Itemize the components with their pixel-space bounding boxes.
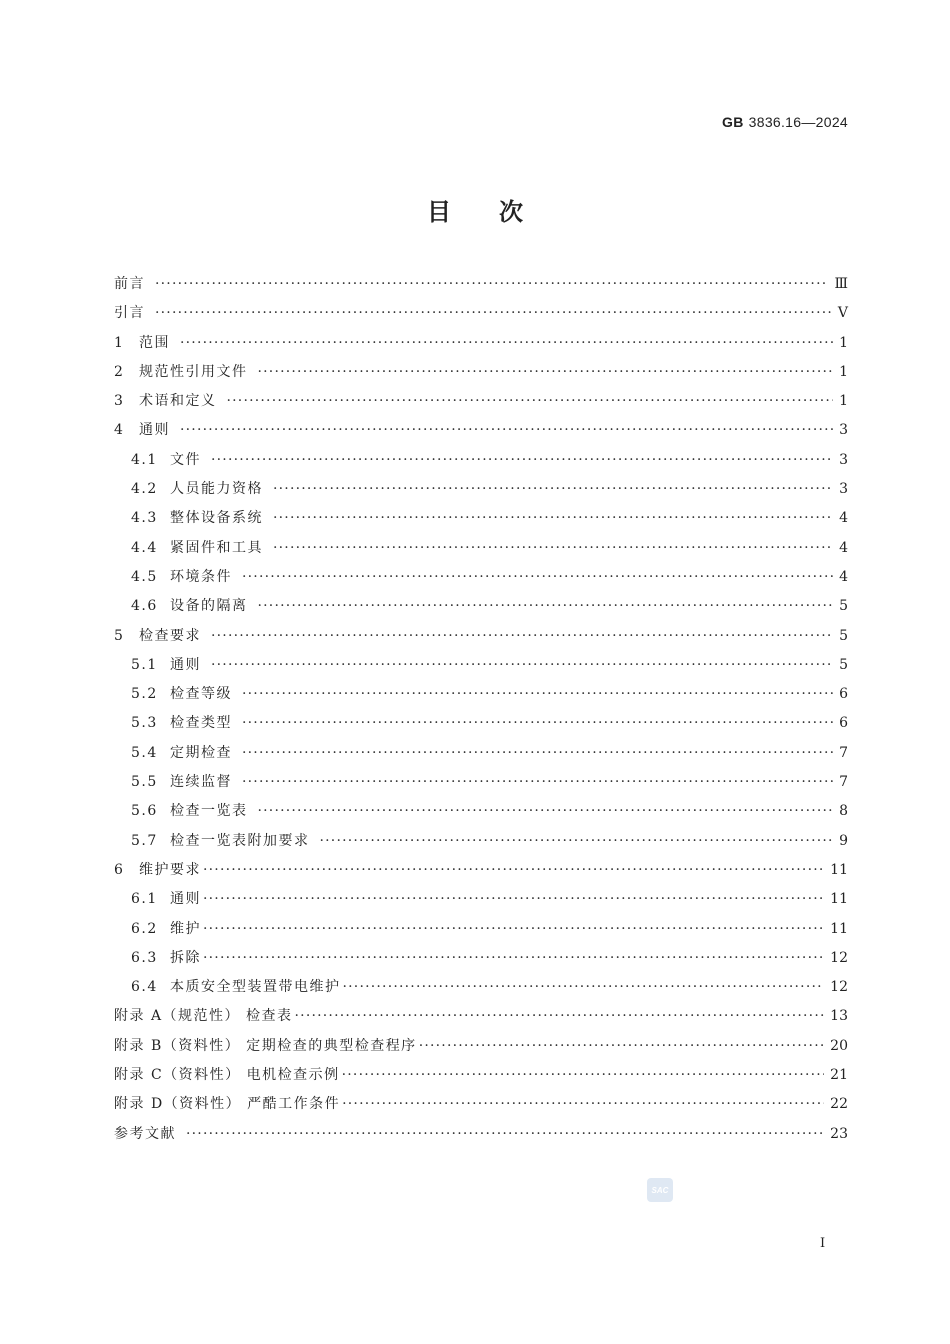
toc-entry-label: 附录 C（资料性） 电机检查示例 (114, 1067, 340, 1084)
toc-entry-page: 11 (830, 861, 848, 878)
toc-leader-dots (186, 1120, 824, 1149)
toc-entry[interactable] (114, 1002, 848, 1031)
toc-entry-page: 5 (839, 598, 848, 615)
toc-entry[interactable] (114, 592, 848, 621)
toc-entry-number: 4.3 (131, 510, 158, 527)
toc-entry-label: 连续监督 (170, 774, 232, 791)
toc-entry-page: 4 (839, 539, 848, 556)
toc-entry-page: 7 (839, 774, 848, 791)
toc-entry-number: 5.4 (131, 744, 158, 761)
table-of-contents (114, 270, 848, 1149)
toc-entry[interactable] (114, 915, 848, 944)
toc-entry-page: Ⅲ (834, 276, 848, 292)
toc-leader-dots (203, 915, 824, 944)
toc-entry-page: 11 (830, 920, 848, 937)
toc-leader-dots (242, 709, 833, 738)
toc-entry-number: 5.5 (131, 774, 158, 791)
toc-entry[interactable] (114, 973, 848, 1002)
toc-entry-page: 23 (830, 1125, 848, 1142)
toc-entry-label: 检查要求 (139, 627, 201, 644)
toc-entry-page: 8 (839, 803, 848, 820)
toc-entry-label: 范围 (139, 334, 170, 351)
toc-leader-dots (258, 358, 834, 387)
toc-entry-label: 文件 (170, 451, 201, 468)
toc-entry[interactable] (114, 475, 848, 504)
toc-entry-label: 参考文献 (114, 1125, 176, 1142)
toc-leader-dots (203, 885, 824, 914)
toc-entry-number: 5.2 (131, 686, 158, 703)
toc-entry-label: 检查一览表附加要求 (170, 832, 310, 849)
toc-entry-label: 维护 (170, 920, 201, 937)
toc-entry-page: 4 (839, 510, 848, 527)
toc-entry[interactable] (114, 563, 848, 592)
toc-leader-dots (258, 592, 834, 621)
toc-entry[interactable] (114, 651, 848, 680)
toc-entry-page: 13 (830, 1008, 848, 1025)
toc-entry-label: 术语和定义 (139, 393, 217, 410)
toc-entry-label: 紧固件和工具 (170, 539, 263, 556)
toc-entry[interactable] (114, 1090, 848, 1119)
toc-entry-page: 1 (839, 334, 848, 351)
toc-entry-number: 4.2 (131, 481, 158, 498)
toc-entry-number: 3 (114, 393, 125, 410)
toc-entry[interactable] (114, 797, 848, 826)
toc-entry-page: 5 (839, 627, 848, 644)
toc-entry-page: Ⅴ (837, 305, 848, 322)
toc-entry-number: 4.4 (131, 539, 158, 556)
toc-entry-page: 21 (830, 1067, 848, 1084)
toc-entry[interactable] (114, 827, 848, 856)
page-title: 目次 (427, 198, 571, 226)
toc-entry-number: 5.3 (131, 715, 158, 732)
toc-entry-page: 22 (830, 1096, 848, 1113)
toc-entry-number: 6 (114, 861, 125, 878)
toc-leader-dots (242, 680, 833, 709)
toc-entry-number: 6.2 (131, 920, 158, 937)
toc-entry-number: 5.6 (131, 803, 158, 820)
toc-entry[interactable] (114, 709, 848, 738)
standard-code-prefix: GB (722, 114, 744, 130)
toc-entry-page: 6 (839, 686, 848, 703)
toc-entry-label: 维护要求 (139, 861, 201, 878)
toc-entry-page: 6 (839, 715, 848, 732)
toc-leader-dots (343, 973, 825, 1002)
toc-leader-dots (273, 475, 833, 504)
toc-entry[interactable] (114, 1061, 848, 1090)
toc-leader-dots (203, 944, 824, 973)
toc-entry-label: 人员能力资格 (170, 481, 263, 498)
standard-code-number: 3836.16—2024 (748, 114, 848, 130)
toc-entry-label: 附录 B（资料性） 定期检查的典型检查程序 (114, 1037, 417, 1054)
toc-entry-number: 4.5 (131, 568, 158, 585)
toc-entry[interactable] (114, 387, 848, 416)
toc-entry[interactable] (114, 1032, 848, 1061)
toc-leader-dots (320, 827, 834, 856)
toc-entry-label: 拆除 (170, 949, 201, 966)
toc-entry[interactable] (114, 622, 848, 651)
toc-leader-dots (273, 534, 833, 563)
toc-entry-page: 5 (839, 656, 848, 673)
toc-entry-number: 4.1 (131, 451, 158, 468)
toc-entry[interactable] (114, 1120, 848, 1149)
toc-entry[interactable] (114, 944, 848, 973)
sac-watermark-logo (647, 1178, 673, 1202)
toc-entry-number: 4 (114, 422, 125, 439)
toc-leader-dots (242, 768, 833, 797)
toc-entry-number: 6.3 (131, 949, 158, 966)
toc-leader-dots (273, 504, 833, 533)
toc-entry-label: 检查一览表 (170, 803, 248, 820)
toc-entry[interactable] (114, 270, 848, 299)
watermark-text: SAC (651, 1185, 669, 1195)
toc-leader-dots (155, 299, 832, 328)
toc-entry-label: 附录 D（资料性） 严酷工作条件 (114, 1096, 341, 1113)
toc-entry-page: 3 (839, 422, 848, 439)
toc-entry[interactable] (114, 299, 848, 328)
page-number: Ⅰ (820, 1236, 826, 1251)
toc-entry[interactable] (114, 885, 848, 914)
toc-leader-dots (342, 1061, 825, 1090)
toc-entry-label: 检查类型 (170, 715, 232, 732)
toc-leader-dots (211, 446, 833, 475)
toc-entry-label: 前言 (114, 276, 145, 292)
toc-entry-label: 定期检查 (170, 744, 232, 761)
toc-leader-dots (211, 651, 833, 680)
toc-entry-number: 4.6 (131, 598, 158, 615)
toc-entry[interactable] (114, 358, 848, 387)
toc-entry[interactable] (114, 416, 848, 445)
toc-leader-dots (227, 387, 834, 416)
toc-leader-dots (419, 1032, 824, 1061)
toc-entry-number: 5.7 (131, 832, 158, 849)
toc-entry-number: 2 (114, 363, 125, 380)
toc-entry-label: 环境条件 (170, 568, 232, 585)
toc-entry-page: 3 (839, 451, 848, 468)
toc-entry-page: 12 (830, 949, 848, 966)
toc-leader-dots (203, 856, 824, 885)
toc-entry-label: 本质安全型装置带电维护 (170, 979, 341, 996)
toc-entry-page: 12 (830, 979, 848, 996)
toc-entry-label: 引言 (114, 305, 145, 322)
toc-entry-page: 7 (839, 744, 848, 761)
toc-entry-number: 1 (114, 334, 125, 351)
toc-leader-dots (211, 622, 833, 651)
toc-leader-dots (242, 739, 833, 768)
toc-entry[interactable] (114, 856, 848, 885)
toc-entry[interactable] (114, 534, 848, 563)
toc-entry[interactable] (114, 739, 848, 768)
toc-entry[interactable] (114, 446, 848, 475)
toc-entry[interactable] (114, 504, 848, 533)
toc-entry-page: 9 (839, 832, 848, 849)
toc-leader-dots (155, 270, 828, 299)
toc-leader-dots (180, 329, 833, 358)
toc-entry-label: 检查等级 (170, 686, 232, 703)
toc-entry-page: 1 (839, 363, 848, 380)
toc-entry-label: 附录 A（规范性） 检查表 (114, 1008, 293, 1025)
toc-leader-dots (180, 416, 833, 445)
toc-entry[interactable] (114, 680, 848, 709)
standard-code (722, 114, 848, 130)
toc-entry-number: 5 (114, 627, 125, 644)
toc-entry-label: 整体设备系统 (170, 510, 263, 527)
toc-entry[interactable] (114, 768, 848, 797)
toc-entry-label: 通则 (139, 422, 170, 439)
toc-entry-page: 20 (830, 1037, 848, 1054)
toc-entry-label: 通则 (170, 891, 201, 908)
toc-leader-dots (258, 797, 834, 826)
toc-entry-label: 设备的隔离 (170, 598, 248, 615)
toc-entry-page: 11 (830, 891, 848, 908)
toc-leader-dots (242, 563, 833, 592)
toc-entry-label: 通则 (170, 656, 201, 673)
toc-leader-dots (295, 1002, 825, 1031)
toc-entry-page: 4 (839, 568, 848, 585)
toc-entry-label: 规范性引用文件 (139, 363, 248, 380)
toc-entry-number: 5.1 (131, 656, 158, 673)
toc-entry-number: 6.1 (131, 891, 158, 908)
toc-entry[interactable] (114, 329, 848, 358)
toc-entry-page: 3 (839, 481, 848, 498)
toc-leader-dots (342, 1090, 824, 1119)
toc-entry-page: 1 (839, 393, 848, 410)
toc-entry-number: 6.4 (131, 979, 158, 996)
